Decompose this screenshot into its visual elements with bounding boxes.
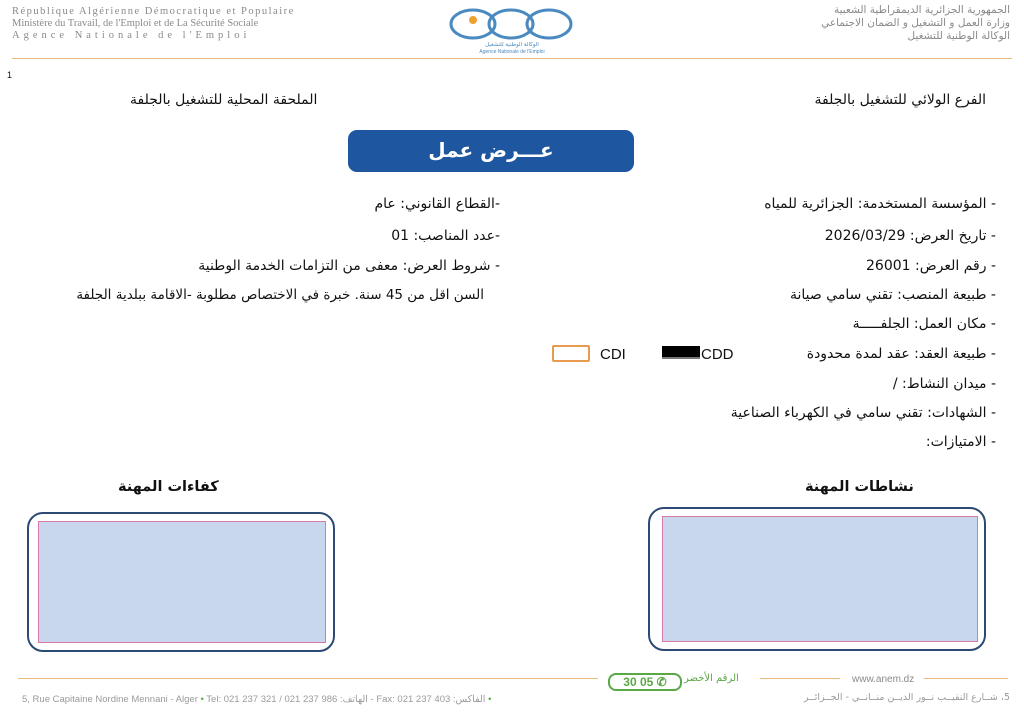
field-positions-count: -عدد المناصب: 01 (391, 228, 500, 244)
field-diplomas: - الشهادات: تقني سامي في الكهرباء الصناعية (730, 405, 996, 421)
skills-content (38, 521, 326, 643)
header-fr-line3: Agence Nationale de l'Emploi (12, 30, 251, 41)
field-offer-date: - تاريخ العرض: 2026/03/29 (824, 228, 996, 244)
branch-right: الفرع الولائي للتشغيل بالجلفة (814, 92, 986, 108)
header-divider (12, 58, 1012, 59)
field-legal-sector: -القطاع القانوني: عام (374, 196, 500, 212)
page-title-text: عـــرض عمل (428, 138, 554, 162)
logo-french-text: Agence Nationale de l'Emploi (479, 49, 545, 55)
field-offer-conditions: - شروط العرض: معفى من التزامات الخدمة الوطنية (198, 258, 500, 274)
field-offer-number: - رقم العرض: 26001 (866, 258, 996, 274)
skills-title: كفاءات المهنة (118, 479, 219, 495)
header-arabic (590, 4, 1010, 43)
activities-content (662, 516, 978, 642)
header-fr-line1: République Algérienne Démocratique et Populaire (12, 6, 295, 17)
green-number: 30 05 (623, 675, 654, 689)
field-employer: - المؤسسة المستخدمة: الجزائرية للمياه (764, 196, 996, 212)
activities-title: نشاطات المهنة (805, 479, 914, 495)
field-conditions-detail: السن اقل من 45 سنة. خبرة في الاختصاص مطلوبة -الاقامة ببلدية الجلفة (76, 287, 484, 303)
page-title (348, 130, 634, 172)
website: www.anem.dz (852, 674, 915, 685)
footer-divider-right (924, 678, 1008, 679)
cdd-checkbox[interactable] (662, 346, 700, 359)
field-activity-domain: - ميدان النشاط: / (892, 376, 996, 392)
field-position: - طبيعة المنصب: تقني سامي صيانة (789, 287, 996, 303)
cdd-label: CDD (701, 346, 734, 363)
cdi-checkbox[interactable] (552, 345, 590, 362)
activities-panel (648, 507, 986, 651)
green-number-badge (608, 673, 682, 691)
header-french (12, 6, 295, 42)
footer-contacts: Tel: 021 237 321 / 021 237 986 :الهاتف - Fax: 021 237 403 :الفاكس (206, 694, 486, 705)
logo-arabic-text: الوكالة الوطنية للتشغيل (485, 42, 539, 48)
skills-panel (27, 512, 335, 652)
footer-divider-mid (760, 678, 840, 679)
field-benefits: - الامتيازات: (925, 434, 996, 450)
header-ar-line2: وزارة العمل و التشغيل و الضمان الاجتماعي (821, 17, 1010, 29)
header-ar-line1: الجمهورية الجزائرية الديمقراطية الشعبية (833, 4, 1010, 16)
footer-divider-left (18, 678, 598, 679)
phone-icon: ✆ (656, 675, 667, 689)
page-number: 1 (7, 70, 13, 80)
header-fr-line2: Ministère du Travail, de l'Emploi et de La Sécurité Sociale (12, 18, 259, 29)
field-workplace: - مكان العمل: الجلفـــــة (852, 316, 996, 332)
cdi-label: CDI (600, 346, 626, 363)
green-number-label: الرقم الأخضر (684, 673, 739, 684)
field-contract-type: - طبيعة العقد: عقد لمدة محدودة (806, 346, 996, 362)
header-ar-line3: الوكالة الوطنية للتشغيل (907, 30, 1010, 42)
footer-address: 5, Rue Capitaine Nordine Mennani - Alger • Tel: 021 237 321 / 021 237 986 :الهاتف - Fax: 021 237 403 :الفاكس • (22, 694, 492, 705)
footer-address-fr: 5, Rue Capitaine Nordine Mennani - Alger (22, 694, 198, 705)
footer-address-ar: 5، شــارع النقيــب نــور الديــن منــانــي - الجــزائــر (803, 692, 1010, 703)
branch-left: الملحقة المحلية للتشغيل بالجلفة (130, 92, 318, 108)
